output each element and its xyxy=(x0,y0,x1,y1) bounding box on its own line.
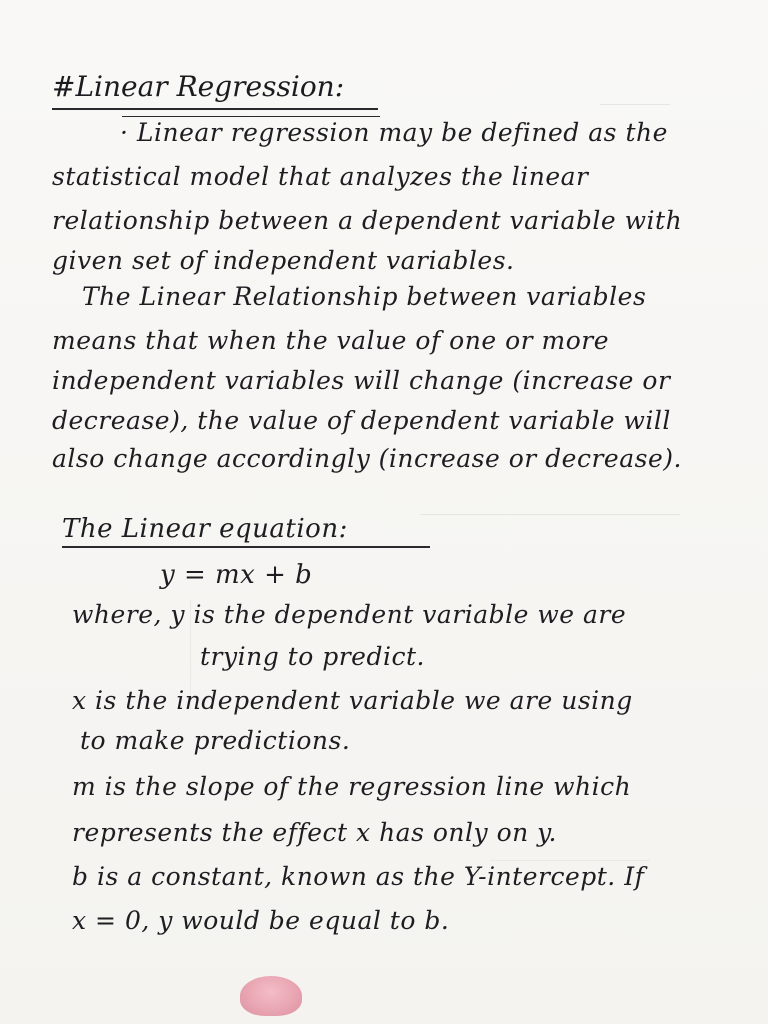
definition-y-line1: where, y is the dependent variable we are xyxy=(72,600,627,629)
paragraph1-line3: relationship between a dependent variable with xyxy=(52,206,683,235)
paragraph2-line2: means that when the value of one or more xyxy=(52,326,610,355)
bleed-through-mark xyxy=(420,500,680,515)
title-underline xyxy=(52,108,378,110)
equation-heading: The Linear equation: xyxy=(62,514,348,544)
fingertip xyxy=(240,976,302,1016)
equation: y = mx + b xyxy=(160,560,313,590)
paragraph2-line5: also change accordingly (increase or decrease). xyxy=(52,444,682,473)
definition-x-line2: to make predictions. xyxy=(80,726,351,755)
paragraph2-line1: The Linear Relationship between variables xyxy=(82,282,647,311)
definition-x-line1: x is the independent variable we are using xyxy=(72,686,633,715)
title-underline-second xyxy=(122,116,380,117)
definition-b-line2: x = 0, y would be equal to b. xyxy=(72,906,450,935)
paragraph2-line3: independent variables will change (increase or xyxy=(52,366,671,395)
paragraph2-line4: decrease), the value of dependent variable will xyxy=(52,406,671,435)
paragraph1-line4: given set of independent variables. xyxy=(52,246,515,275)
definition-m-line2: represents the effect x has only on y. xyxy=(72,818,557,847)
page-title: #Linear Regression: xyxy=(52,70,345,103)
definition-y-line2: trying to predict. xyxy=(200,642,425,671)
definition-b-line1: b is a constant, known as the Y-intercept. If xyxy=(72,862,645,891)
bleed-through-mark xyxy=(600,88,670,105)
equation-heading-underline xyxy=(62,546,430,548)
paragraph1-line1: · Linear regression may be defined as the xyxy=(120,118,668,147)
paragraph1-line2: statistical model that analyzes the linear xyxy=(52,162,589,191)
definition-m-line1: m is the slope of the regression line which xyxy=(72,772,632,801)
